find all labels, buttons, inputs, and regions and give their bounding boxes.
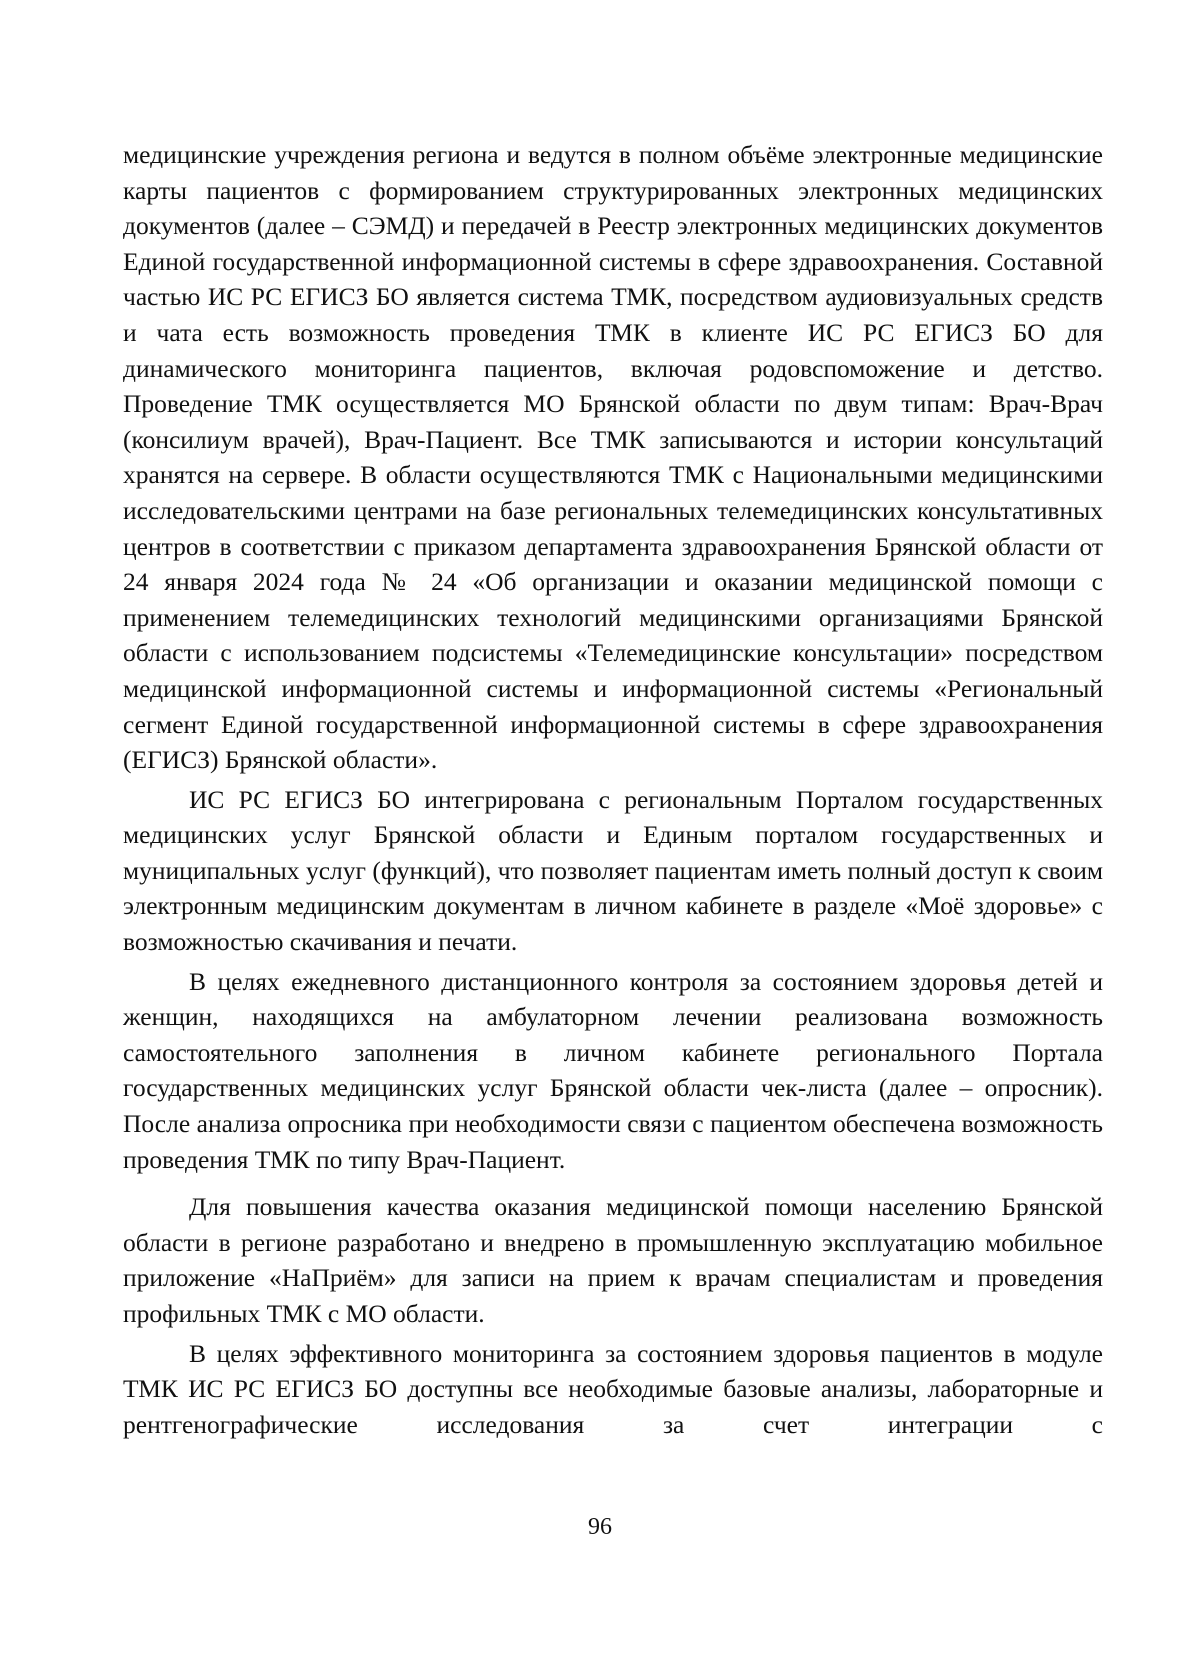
- paragraph-tmk-analyses: В целях эффективного мониторинга за состоянием здоровья пациентов в модуле ТМК ИС РС ЕГИСЗ БО доступны все необходимые базовые анализы, лабораторные и рентгенографические исследования за счет интеграции с: [123, 1338, 1103, 1439]
- page-number: 96: [588, 1514, 612, 1540]
- paragraph-portal-integration: ИС РС ЕГИСЗ БО интегрирована с региональным Порталом государственных медицинских услуг Брянской области и Единым порталом государственных и муниципальных услуг (функций), что позволяет пациентам иметь полный доступ к своим электронным медицинским документам в личном кабинете в разделе «Моё здоровье» с возможностью скачивания и печати.: [123, 784, 1103, 957]
- paragraph-mobile-app: Для повышения качества оказания медицинской помощи населению Брянской области в регионе разработано и внедрено в промышленную эксплуатацию мобильное приложение «НаПриём» для записи на прием к врачам специалистам и проведения профильных ТМК с МО области.: [123, 1192, 1103, 1328]
- document-body: [123, 137, 1103, 1442]
- paragraph-remote-monitoring: В целях ежедневного дистанционного контроля за состоянием здоровья детей и женщин, находящихся на амбулаторном лечении реализована возможность самостоятельного заполнения в личном кабинете регионального Портала государственных медицинских услуг Брянской области чек-листа (далее – опросник). После анализа опросника при необходимости связи с пациентом обеспечена возможность проведения ТМК по типу Врач-Пациент.: [123, 966, 1103, 1174]
- paragraph-tmk-system: медицинские учреждения региона и ведутся в полном объёме электронные медицинские карты пациентов с формированием структурированных электронных медицинских документов (далее – СЭМД) и передачей в Реестр электронных медицинских документов Единой государственной информационной системы в сфере здравоохранения. Составной частью ИС РС ЕГИСЗ БО является система ТМК, посредством аудиовизуальных средств и чата есть возможность проведения ТМК в клиенте ИС РС ЕГИСЗ БО для динамического мониторинга пациентов, включая родовспоможение и детство. Проведение ТМК осуществляется МО Брянской области по двум типам: Врач-Врач (консилиум врачей), Врач-Пациент. Все ТМК записываются и истории консультаций хранятся на сервере. В области осуществляются ТМК с Национальными медицинскими исследовательскими центрами на базе региональных телемедицинских консультативных центров в соответствии с приказом департамента здравоохранения Брянской области от 24 января 2024 года № 24 «Об организации и оказании медицинской помощи с применением телемедицинских технологий медицинскими организациями Брянской области с использованием подсистемы «Телемедицинские консультации» посредством медицинской информационной системы и информационной системы «Региональный сегмент Единой государственной информационной системы в сфере здравоохранения (ЕГИСЗ) Брянской области».: [123, 140, 1103, 775]
